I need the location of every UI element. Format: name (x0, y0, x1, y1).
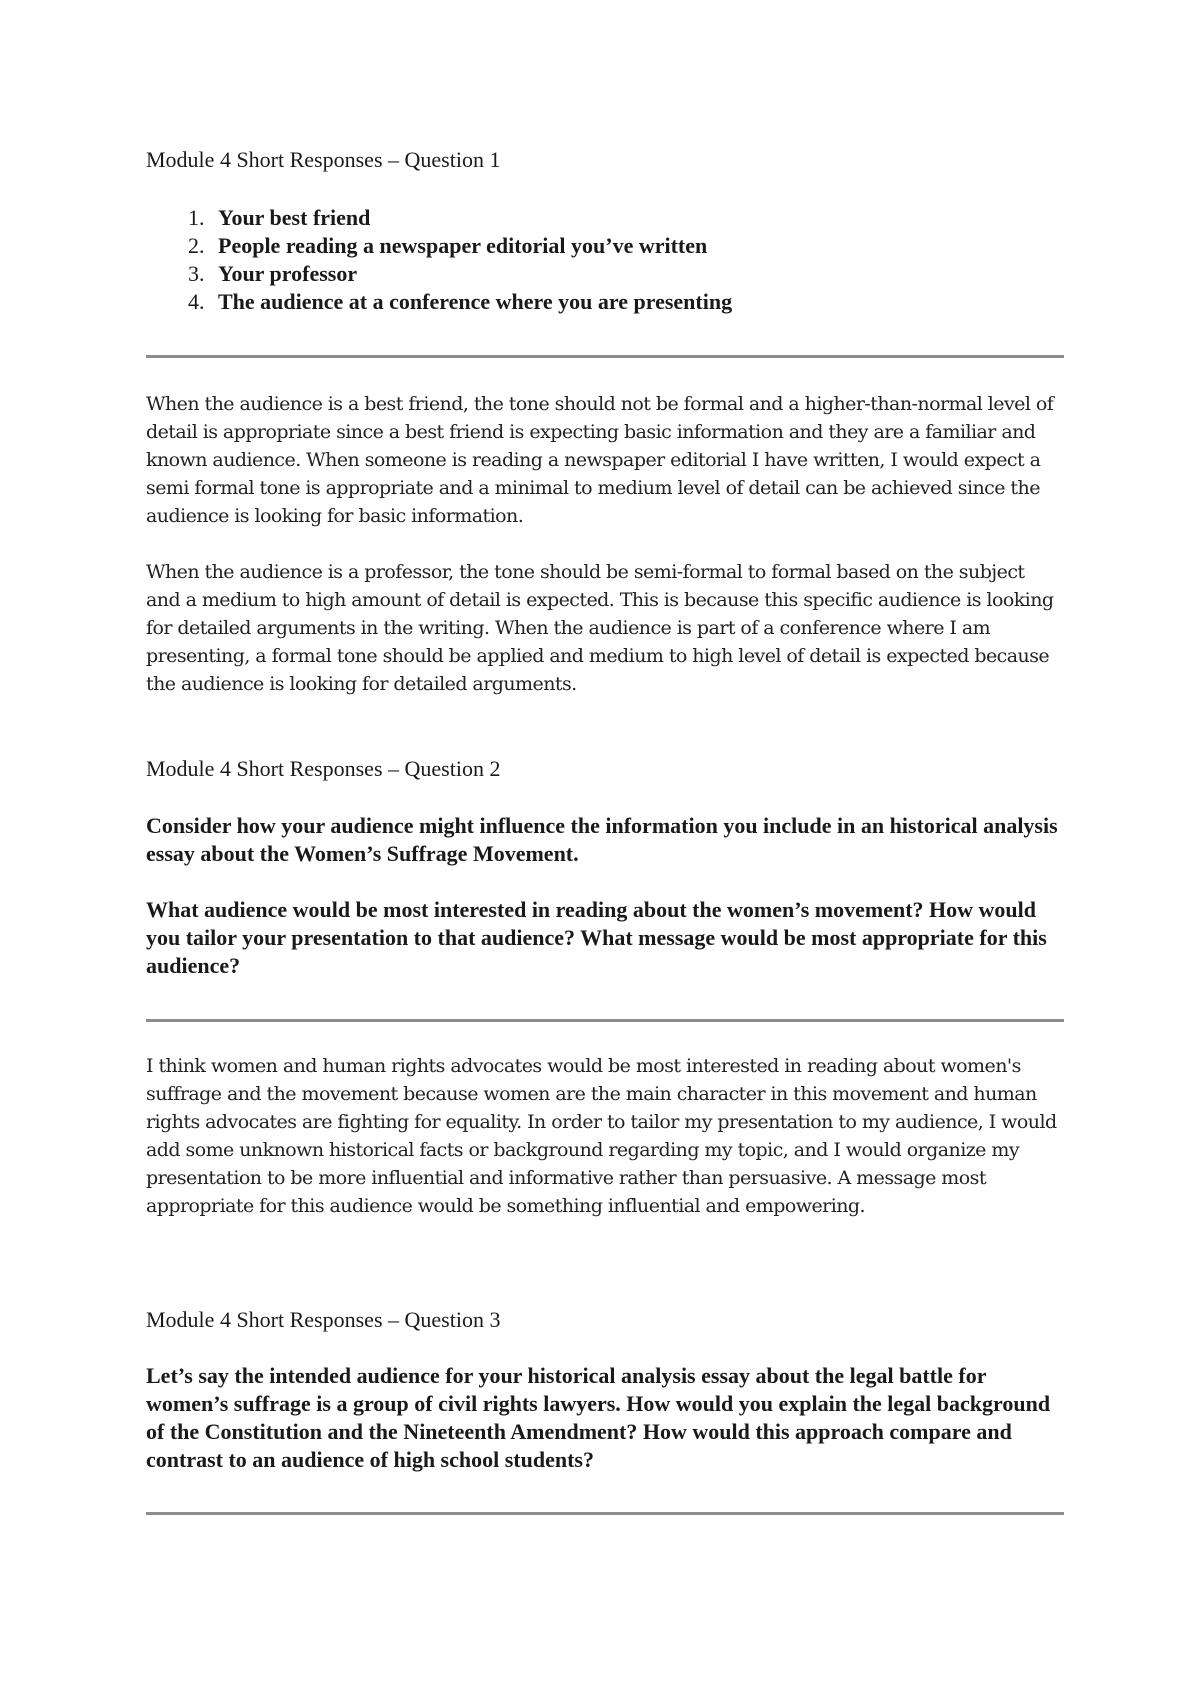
list-item-number: 2. (188, 233, 205, 258)
list-item (146, 204, 732, 232)
list-item-text: Your best friend (218, 205, 371, 230)
q3-heading: Module 4 Short Responses – Question 3 (146, 1307, 501, 1332)
list-item-text: The audience at a conference where you are presenting (218, 289, 733, 314)
horizontal-rule (146, 355, 1064, 358)
q2-answer-paragraph: I think women and human rights advocates would be most interested in reading about women's suffrage and the movement because women are the main character in this movement and human rights advocates are fighting for equality. In order to tailor my presentation to my audience, I would add some unknown historical facts or background regarding my topic, and I would organize my presentation to be more influential and informative rather than persuasive. A message most appropriate for this audience would be something influential and empowering. (146, 1055, 1057, 1217)
q2-heading: Module 4 Short Responses – Question 2 (146, 756, 501, 781)
horizontal-rule (146, 1019, 1064, 1022)
list-item-number: 4. (188, 289, 205, 314)
list-item-number: 3. (188, 261, 205, 286)
list-item-text: People reading a newspaper editorial you’ve written (218, 233, 708, 258)
q2-prompt-1: Consider how your audience might influence the information you include in an historical analysis essay about the Women’s Suffrage Movement. (146, 813, 1058, 866)
q1-answer-paragraph-2: When the audience is a professor, the tone should be semi-formal to formal based on the subject and a medium to high amount of detail is expected. This is because this specific audience is looking for detailed arguments in the writing. When the audience is part of a conference where I am presenting, a formal tone should be applied and medium to high level of detail is expected because the audience is looking for detailed arguments. (146, 561, 1054, 695)
q1-answer-paragraph-1: When the audience is a best friend, the tone should not be formal and a higher-than-normal level of detail is appropriate since a best friend is expecting basic information and they are a familiar and known audience. When someone is reading a newspaper editorial I have written, I would expect a semi formal tone is appropriate and a minimal to medium level of detail can be achieved since the audience is looking for basic information. (146, 393, 1054, 527)
q1-heading: Module 4 Short Responses – Question 1 (146, 147, 501, 172)
q1-audience-list (146, 204, 732, 316)
list-item-number: 1. (188, 205, 205, 230)
horizontal-rule (146, 1512, 1064, 1515)
q2-prompt-2: What audience would be most interested in reading about the women’s movement? How would you tailor your presentation to that audience? What message would be most appropriate for this audience? (146, 897, 1047, 978)
q3-prompt: Let’s say the intended audience for your historical analysis essay about the legal battle for women’s suffrage is a group of civil rights lawyers. How would you explain the legal background of the Constitution and the Nineteenth Amendment? How would this approach compare and contrast to an audience of high school students? (146, 1363, 1051, 1472)
list-item (146, 260, 732, 288)
list-item-text: Your professor (218, 261, 358, 286)
list-item (146, 232, 732, 260)
list-item (146, 288, 732, 316)
